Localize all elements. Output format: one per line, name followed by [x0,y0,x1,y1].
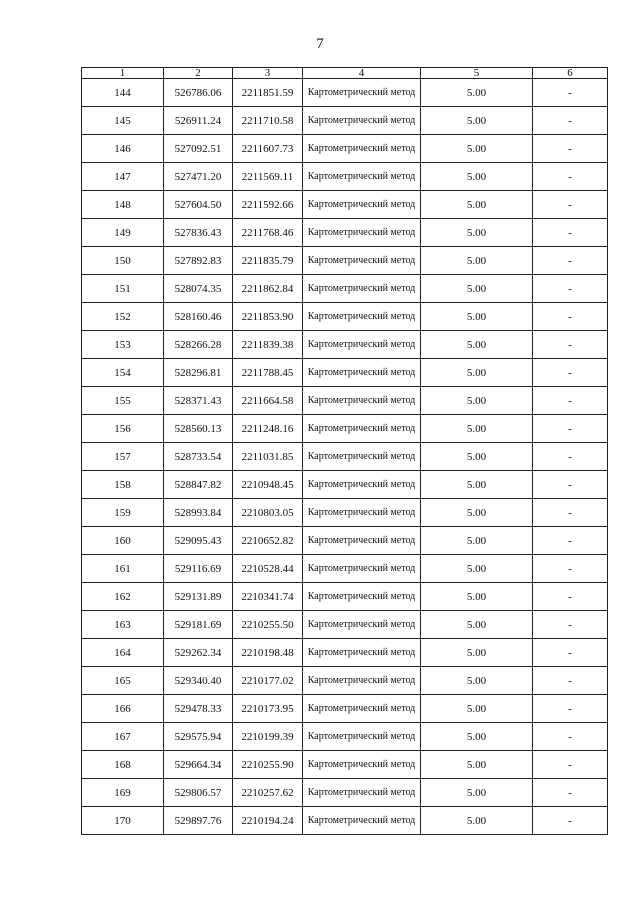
note-cell: - [533,191,608,219]
accuracy-cell: 5.00 [421,555,533,583]
table-header [82,68,608,79]
point-number-cell: 152 [82,303,164,331]
y-coordinate-cell: 2210257.62 [233,779,303,807]
note-cell: - [533,723,608,751]
accuracy-cell: 5.00 [421,695,533,723]
method-cell: Картометрический метод [303,415,421,443]
table-row [82,471,608,499]
y-coordinate-cell: 2210528.44 [233,555,303,583]
table-row [82,219,608,247]
table-row [82,359,608,387]
x-coordinate-cell: 529575.94 [164,723,233,751]
point-number-cell: 161 [82,555,164,583]
table-row [82,191,608,219]
accuracy-cell: 5.00 [421,639,533,667]
y-coordinate-cell: 2211851.59 [233,79,303,107]
x-coordinate-cell: 529664.34 [164,751,233,779]
table-row [82,639,608,667]
y-coordinate-cell: 2211788.45 [233,359,303,387]
x-coordinate-cell: 528074.35 [164,275,233,303]
point-number-cell: 166 [82,695,164,723]
x-coordinate-cell: 528160.46 [164,303,233,331]
y-coordinate-cell: 2210194.24 [233,807,303,835]
point-number-cell: 165 [82,667,164,695]
accuracy-cell: 5.00 [421,667,533,695]
table-row [82,135,608,163]
y-coordinate-cell: 2211862.84 [233,275,303,303]
accuracy-cell: 5.00 [421,471,533,499]
y-coordinate-cell: 2210173.95 [233,695,303,723]
point-number-cell: 159 [82,499,164,527]
accuracy-cell: 5.00 [421,135,533,163]
y-coordinate-cell: 2211839.38 [233,331,303,359]
method-cell: Картометрический метод [303,807,421,835]
method-cell: Картометрический метод [303,443,421,471]
note-cell: - [533,779,608,807]
note-cell: - [533,135,608,163]
point-number-cell: 158 [82,471,164,499]
accuracy-cell: 5.00 [421,527,533,555]
y-coordinate-cell: 2211592.66 [233,191,303,219]
x-coordinate-cell: 529478.33 [164,695,233,723]
point-number-cell: 148 [82,191,164,219]
x-coordinate-cell: 526786.06 [164,79,233,107]
point-number-cell: 162 [82,583,164,611]
y-coordinate-cell: 2211248.16 [233,415,303,443]
table-row [82,247,608,275]
table-row [82,163,608,191]
accuracy-cell: 5.00 [421,191,533,219]
x-coordinate-cell: 529806.57 [164,779,233,807]
y-coordinate-cell: 2211664.58 [233,387,303,415]
table-row [82,611,608,639]
coordinates-table [81,67,608,835]
x-coordinate-cell: 528560.13 [164,415,233,443]
x-coordinate-cell: 529116.69 [164,555,233,583]
method-cell: Картометрический метод [303,247,421,275]
table-row [82,667,608,695]
accuracy-cell: 5.00 [421,583,533,611]
y-coordinate-cell: 2211607.73 [233,135,303,163]
note-cell: - [533,331,608,359]
note-cell: - [533,807,608,835]
note-cell: - [533,219,608,247]
accuracy-cell: 5.00 [421,359,533,387]
accuracy-cell: 5.00 [421,303,533,331]
note-cell: - [533,275,608,303]
method-cell: Картометрический метод [303,695,421,723]
point-number-cell: 169 [82,779,164,807]
table-row [82,387,608,415]
method-cell: Картометрический метод [303,723,421,751]
x-coordinate-cell: 528371.43 [164,387,233,415]
note-cell: - [533,107,608,135]
y-coordinate-cell: 2210255.50 [233,611,303,639]
method-cell: Картометрический метод [303,275,421,303]
column-header: 2 [164,68,233,79]
accuracy-cell: 5.00 [421,415,533,443]
method-cell: Картометрический метод [303,555,421,583]
note-cell: - [533,527,608,555]
point-number-cell: 153 [82,331,164,359]
method-cell: Картометрический метод [303,107,421,135]
x-coordinate-cell: 527892.83 [164,247,233,275]
method-cell: Картометрический метод [303,667,421,695]
method-cell: Картометрический метод [303,331,421,359]
note-cell: - [533,639,608,667]
x-coordinate-cell: 527092.51 [164,135,233,163]
note-cell: - [533,667,608,695]
x-coordinate-cell: 528993.84 [164,499,233,527]
point-number-cell: 168 [82,751,164,779]
method-cell: Картометрический метод [303,527,421,555]
method-cell: Картометрический метод [303,583,421,611]
method-cell: Картометрический метод [303,135,421,163]
y-coordinate-cell: 2211569.11 [233,163,303,191]
note-cell: - [533,247,608,275]
y-coordinate-cell: 2211835.79 [233,247,303,275]
column-header: 6 [533,68,608,79]
note-cell: - [533,555,608,583]
accuracy-cell: 5.00 [421,443,533,471]
point-number-cell: 147 [82,163,164,191]
note-cell: - [533,415,608,443]
point-number-cell: 163 [82,611,164,639]
point-number-cell: 144 [82,79,164,107]
method-cell: Картометрический метод [303,191,421,219]
column-header: 4 [303,68,421,79]
method-cell: Картометрический метод [303,471,421,499]
table-row [82,555,608,583]
method-cell: Картометрический метод [303,611,421,639]
point-number-cell: 160 [82,527,164,555]
table-row [82,443,608,471]
point-number-cell: 150 [82,247,164,275]
y-coordinate-cell: 2211031.85 [233,443,303,471]
table-row [82,807,608,835]
x-coordinate-cell: 528733.54 [164,443,233,471]
method-cell: Картометрический метод [303,359,421,387]
y-coordinate-cell: 2211768.46 [233,219,303,247]
point-number-cell: 146 [82,135,164,163]
x-coordinate-cell: 529095.43 [164,527,233,555]
y-coordinate-cell: 2210341.74 [233,583,303,611]
note-cell: - [533,387,608,415]
method-cell: Картометрический метод [303,779,421,807]
method-cell: Картометрический метод [303,751,421,779]
point-number-cell: 149 [82,219,164,247]
table-row [82,499,608,527]
x-coordinate-cell: 527604.50 [164,191,233,219]
x-coordinate-cell: 528847.82 [164,471,233,499]
point-number-cell: 145 [82,107,164,135]
note-cell: - [533,695,608,723]
table-row [82,695,608,723]
x-coordinate-cell: 527836.43 [164,219,233,247]
note-cell: - [533,471,608,499]
table-row [82,751,608,779]
point-number-cell: 157 [82,443,164,471]
note-cell: - [533,79,608,107]
table-row [82,583,608,611]
y-coordinate-cell: 2210803.05 [233,499,303,527]
note-cell: - [533,499,608,527]
accuracy-cell: 5.00 [421,79,533,107]
y-coordinate-cell: 2210948.45 [233,471,303,499]
method-cell: Картометрический метод [303,219,421,247]
page-number: 7 [316,36,324,52]
y-coordinate-cell: 2210255.90 [233,751,303,779]
table-row [82,79,608,107]
x-coordinate-cell: 526911.24 [164,107,233,135]
point-number-cell: 151 [82,275,164,303]
y-coordinate-cell: 2210198.48 [233,639,303,667]
accuracy-cell: 5.00 [421,247,533,275]
table-row [82,527,608,555]
note-cell: - [533,751,608,779]
accuracy-cell: 5.00 [421,387,533,415]
table-row [82,415,608,443]
accuracy-cell: 5.00 [421,779,533,807]
accuracy-cell: 5.00 [421,275,533,303]
x-coordinate-cell: 529897.76 [164,807,233,835]
y-coordinate-cell: 2211853.90 [233,303,303,331]
method-cell: Картометрический метод [303,639,421,667]
point-number-cell: 154 [82,359,164,387]
method-cell: Картометрический метод [303,163,421,191]
column-header: 5 [421,68,533,79]
accuracy-cell: 5.00 [421,499,533,527]
note-cell: - [533,303,608,331]
point-number-cell: 164 [82,639,164,667]
note-cell: - [533,611,608,639]
accuracy-cell: 5.00 [421,107,533,135]
method-cell: Картометрический метод [303,387,421,415]
method-cell: Картометрический метод [303,499,421,527]
x-coordinate-cell: 529131.89 [164,583,233,611]
accuracy-cell: 5.00 [421,723,533,751]
x-coordinate-cell: 527471.20 [164,163,233,191]
y-coordinate-cell: 2210199.39 [233,723,303,751]
y-coordinate-cell: 2211710.58 [233,107,303,135]
point-number-cell: 155 [82,387,164,415]
note-cell: - [533,443,608,471]
table-row [82,723,608,751]
note-cell: - [533,359,608,387]
accuracy-cell: 5.00 [421,807,533,835]
column-header: 1 [82,68,164,79]
point-number-cell: 156 [82,415,164,443]
table-body [82,79,608,835]
x-coordinate-cell: 529262.34 [164,639,233,667]
note-cell: - [533,163,608,191]
y-coordinate-cell: 2210652.82 [233,527,303,555]
method-cell: Картометрический метод [303,303,421,331]
x-coordinate-cell: 529340.40 [164,667,233,695]
accuracy-cell: 5.00 [421,163,533,191]
table-row [82,303,608,331]
accuracy-cell: 5.00 [421,611,533,639]
method-cell: Картометрический метод [303,79,421,107]
point-number-cell: 167 [82,723,164,751]
accuracy-cell: 5.00 [421,331,533,359]
table-row [82,107,608,135]
table-row [82,275,608,303]
x-coordinate-cell: 528296.81 [164,359,233,387]
table-row [82,331,608,359]
accuracy-cell: 5.00 [421,219,533,247]
point-number-cell: 170 [82,807,164,835]
y-coordinate-cell: 2210177.02 [233,667,303,695]
note-cell: - [533,583,608,611]
x-coordinate-cell: 528266.28 [164,331,233,359]
x-coordinate-cell: 529181.69 [164,611,233,639]
accuracy-cell: 5.00 [421,751,533,779]
table-row [82,779,608,807]
header-row [82,68,608,79]
column-header: 3 [233,68,303,79]
